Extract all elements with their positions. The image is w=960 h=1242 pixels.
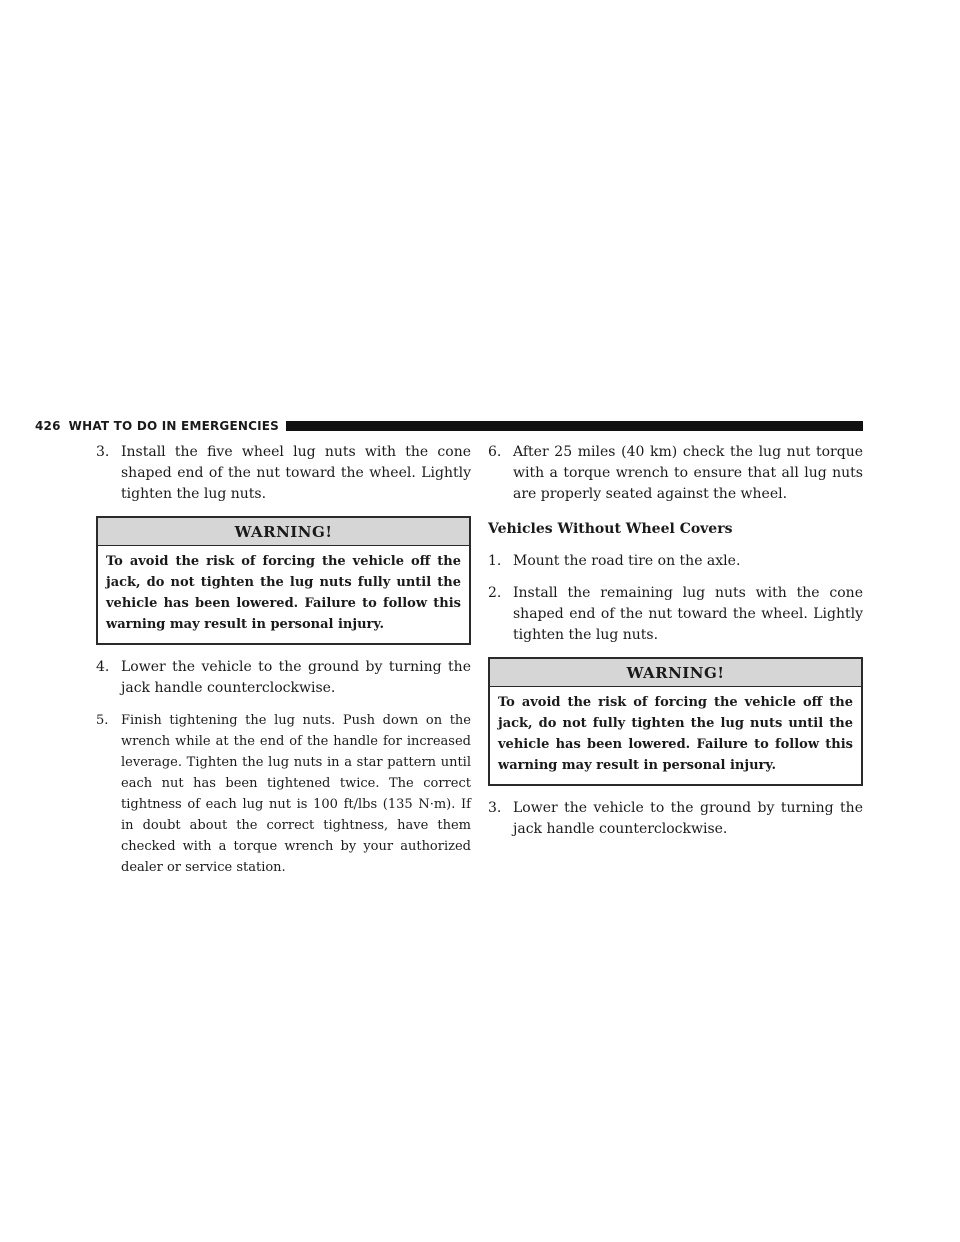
step-text: Install the remaining lug nuts with the cone shaped end of the nut toward the wheel. Lightly tighten the lug nuts. xyxy=(513,585,863,643)
step-number: 5. xyxy=(96,713,109,728)
section-title: WHAT TO DO IN EMERGENCIES xyxy=(68,419,280,433)
warning-box xyxy=(488,657,863,786)
step-4-lower-vehicle xyxy=(96,657,471,699)
step-number: 6. xyxy=(488,444,502,460)
header-rule xyxy=(286,421,863,431)
page-header xyxy=(35,417,863,435)
step-text: Lower the vehicle to the ground by turning the jack handle counterclockwise. xyxy=(513,800,863,837)
step-text: Install the five wheel lug nuts with the cone shaped end of the nut toward the wheel. Lightly tighten the lug nuts. xyxy=(121,444,471,502)
step-2-install-remaining-lug-nuts xyxy=(488,583,863,646)
step-number: 3. xyxy=(488,800,502,816)
step-number: 4. xyxy=(96,659,110,675)
step-number: 2. xyxy=(488,585,502,601)
step-3-install-lug-nuts xyxy=(96,442,471,505)
step-1-mount-tire xyxy=(488,551,863,572)
right-column xyxy=(488,442,863,851)
left-column xyxy=(96,442,471,889)
warning-text: To avoid the risk of forcing the vehicle off the jack, do not tighten the lug nuts fully until the vehicle has been lowered. Failure to follow this warning may result in personal injury. xyxy=(106,554,461,632)
step-6-check-torque xyxy=(488,442,863,505)
warning-title: WARNING! xyxy=(490,659,861,687)
step-text: After 25 miles (40 km) check the lug nut torque with a torque wrench to ensure that all lug nuts are properly seated against the wheel. xyxy=(513,444,863,502)
warning-box xyxy=(96,516,471,645)
step-number: 1. xyxy=(488,553,502,569)
step-text: Finish tightening the lug nuts. Push down on the wrench while at the end of the handle for increased leverage. Tighten the lug nuts in a star pattern until each nut has been tightened twice. The correct tightness of each lug nut is 100 ft/lbs (135 N·m). If in doubt about the correct tightness, have them checked with a torque wrench by your authorized dealer or service station. xyxy=(121,713,471,875)
page-number: 426 xyxy=(35,419,61,433)
subheading-vehicles-without-wheel-covers: Vehicles Without Wheel Covers xyxy=(488,521,733,537)
step-5-finish-tightening xyxy=(96,710,471,878)
warning-title: WARNING! xyxy=(98,518,469,546)
warning-text: To avoid the risk of forcing the vehicle off the jack, do not fully tighten the lug nuts until the vehicle has been lowered. Failure to follow this warning may result in personal injury. xyxy=(498,695,853,773)
step-text: Lower the vehicle to the ground by turning the jack handle counterclockwise. xyxy=(121,659,471,696)
step-text: Mount the road tire on the axle. xyxy=(513,553,741,569)
step-3-lower-vehicle xyxy=(488,798,863,840)
step-number: 3. xyxy=(96,444,110,460)
